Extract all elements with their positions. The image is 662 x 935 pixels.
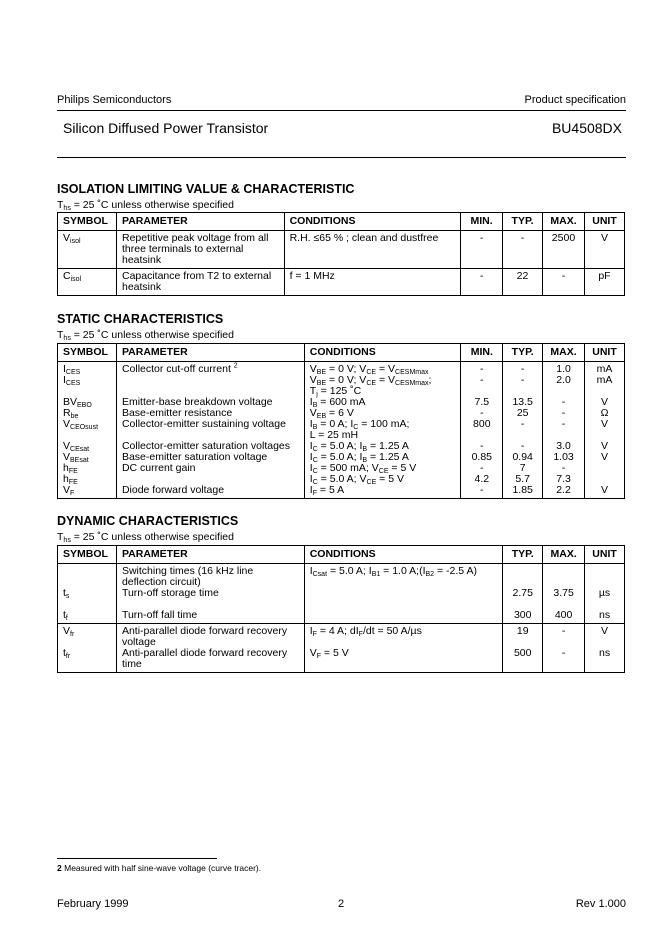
cell-line: Collector-emitter sustaining voltage [121, 418, 286, 430]
cell-line: Base-emitter saturation voltage [121, 451, 268, 463]
cell-line: $V_F = 5$ V [309, 647, 349, 660]
cell-line: $V_{EB} = 6$ V [309, 407, 354, 420]
cell-line: 3.0 [556, 440, 571, 452]
cell-line: - [561, 462, 566, 474]
cell-line: 25 [516, 407, 529, 419]
cell-line: $h_{FE}$ [63, 473, 78, 486]
cell-line [122, 375, 299, 386]
footer-date: February 1999 [57, 898, 129, 910]
dynamic-table [57, 545, 625, 673]
cell-line: V [601, 484, 609, 496]
cell-line: Switching times (16 kHz line [121, 565, 254, 577]
cell-line [310, 577, 498, 588]
document-type: Product specification [524, 94, 626, 106]
footer-page-number: 2 [338, 898, 345, 910]
cell-line: V [601, 625, 609, 637]
cell-line: $I_C = 500$ mA; $V_{CE} = 5$ V [309, 462, 417, 475]
cell-line: Anti-parallel diode forward recovery [121, 647, 288, 659]
unit-cell: pF [584, 269, 624, 296]
cell-line [548, 566, 579, 577]
cell-line: - [480, 407, 484, 419]
cell-line: $BV_{EBO}$ [63, 396, 92, 409]
typ-column [503, 564, 543, 624]
cell-line: - [480, 374, 484, 386]
conditions-column [304, 624, 503, 673]
parameter-column [116, 624, 304, 673]
company-name: Philips Semiconductors [57, 94, 172, 106]
cell-line: 1.85 [512, 484, 533, 496]
parameter-column [116, 362, 304, 499]
footnote-rule [57, 858, 217, 859]
cell-line: $t_f$ [63, 609, 68, 622]
cell-line: - [520, 363, 525, 375]
symbol-column [58, 624, 117, 673]
cell-line: $I_{Csat} = 5.0$ A; $I_{B1} = 1.0$ $A;(I_{B2} = -2.5$ A) [309, 565, 477, 578]
cell-line: - [561, 625, 566, 637]
cell-line: 2.0 [556, 374, 571, 386]
min-column [461, 362, 503, 499]
cell-line: $V_{BEsat}$ [63, 451, 89, 464]
conditions-column [304, 564, 503, 624]
column-header: CONDITIONS [284, 213, 461, 231]
static-section-subtitle: $T_{hs} = 25$ ˚C unless otherwise specified [57, 329, 234, 342]
unit-cell: V [584, 231, 624, 269]
table-row [58, 362, 625, 499]
column-header: SYMBOL [58, 213, 117, 231]
cell-line [590, 659, 619, 670]
cell-line: $I_C = 5.0$ A; $I_B = 1.25$ A [309, 451, 409, 464]
column-header: PARAMETER [116, 344, 304, 362]
cell-line: - [480, 462, 484, 474]
cell-line: ns [598, 609, 611, 621]
typ-column [503, 362, 543, 499]
cell-line: $T_j = 125$ ˚C [309, 385, 362, 398]
cell-line: 19 [516, 625, 529, 637]
column-header: PARAMETER [116, 546, 304, 564]
cell-line: 400 [554, 609, 573, 621]
cell-line: $I_C = 5.0$ A; $I_B = 1.25$ A [309, 440, 409, 453]
table-header-row [58, 213, 625, 231]
cell-line: $V_{CEOsust}$ [63, 418, 99, 431]
footnote [57, 863, 261, 873]
column-header: UNIT [585, 546, 625, 564]
cell-line: 5.7 [515, 473, 530, 485]
table-header-row [58, 344, 625, 362]
header-rule [57, 110, 626, 111]
cell-line: $I_F = 5$ A [309, 484, 345, 497]
column-header: MIN. [461, 213, 503, 231]
table-row [58, 564, 625, 624]
max-column [543, 362, 585, 499]
conditions-column [304, 362, 461, 499]
symbol-column [58, 362, 117, 499]
cell-line: L = 25 mH [309, 429, 359, 441]
cell-line: 4.2 [474, 473, 490, 485]
cell-line: DC current gain [121, 462, 196, 474]
table-row [58, 231, 625, 269]
cell-line: - [480, 363, 484, 375]
part-number: BU4508DX [551, 120, 622, 136]
cell-line: ns [598, 647, 611, 659]
product-title: Silicon Diffused Power Transistor [63, 120, 269, 136]
table-row [58, 624, 625, 673]
column-header: CONDITIONS [304, 546, 503, 564]
cell-line: 500 [513, 647, 532, 659]
cell-line [310, 588, 498, 599]
cell-line: 1.03 [553, 451, 574, 463]
isolation-table [57, 212, 625, 296]
typ-cell: - [503, 231, 543, 269]
cell-line [310, 659, 498, 670]
cell-line [508, 659, 537, 670]
cell-line: $V_{BE} = 0$ V; $V_{CE} = V_{CESMmax}$; [309, 374, 432, 387]
cell-line: µs [598, 587, 611, 599]
cell-line: 2.2 [556, 484, 571, 496]
cell-line: - [480, 440, 484, 452]
cell-line: V [601, 396, 609, 408]
typ-cell: 22 [503, 269, 543, 296]
cell-line: V [601, 440, 609, 452]
cell-line [63, 430, 111, 441]
cell-line [63, 577, 111, 588]
symbol-cell: $C_{isol}$ [58, 269, 117, 296]
dynamic-section-title: DYNAMIC CHARACTERISTICS [57, 514, 239, 528]
cell-line: $h_{FE}$ [63, 462, 78, 475]
footnote-text: Measured with half sine-wave voltage (curve tracer). [64, 863, 262, 873]
title-rule [57, 157, 626, 158]
cell-line: $I_C = 5.0$ A; $V_{CE} = 5$ V [309, 473, 404, 486]
cell-line: - [561, 407, 566, 419]
column-header: MAX. [543, 546, 585, 564]
cell-line: - [520, 440, 525, 452]
cell-line: $I_B = 600$ mA [309, 396, 366, 409]
max-column [543, 624, 585, 673]
cell-line: $R_{be}$ [63, 407, 79, 420]
cell-line: $I_{CES}$ [63, 363, 81, 376]
table-header-row [58, 546, 625, 564]
column-header: TYP. [503, 213, 543, 231]
isolation-section-title: ISOLATION LIMITING VALUE & CHARACTERISTIC [57, 182, 355, 196]
cell-line: $t_s$ [63, 587, 70, 600]
min-cell: - [461, 269, 503, 296]
cell-line: 7.5 [474, 396, 490, 408]
cell-line: $I_B = 0$ A; $I_C = 100$ mA; [309, 418, 410, 431]
cell-line: 0.94 [512, 451, 533, 463]
max-column [543, 564, 585, 624]
cell-line: - [520, 374, 525, 386]
column-header: TYP. [503, 546, 543, 564]
cell-line [590, 566, 619, 577]
cell-line: Anti-parallel diode forward recovery [121, 625, 288, 637]
cell-line: 2.75 [512, 587, 533, 599]
conditions-cell: R.H. ≤65 % ; clean and dustfree [284, 231, 461, 269]
cell-line: - [520, 418, 525, 430]
parameter-column [116, 564, 304, 624]
typ-column [503, 624, 543, 673]
column-header: UNIT [585, 344, 625, 362]
cell-line: mA [596, 363, 613, 375]
footer-revision: Rev 1.000 [575, 898, 626, 910]
min-cell: - [461, 231, 503, 269]
unit-column [585, 362, 625, 499]
cell-line: - [561, 647, 566, 659]
cell-line: 3.75 [553, 587, 574, 599]
symbol-cell: $V_{isol}$ [58, 231, 117, 269]
cell-line: voltage [121, 636, 156, 648]
column-header: UNIT [584, 213, 624, 231]
column-header: PARAMETER [116, 213, 284, 231]
max-cell: 2500 [543, 231, 585, 269]
column-header: MAX. [543, 344, 585, 362]
max-cell: - [543, 269, 585, 296]
cell-line: $V_{fr}$ [63, 625, 75, 638]
cell-line: 1.0 [556, 363, 571, 375]
cell-line [63, 566, 111, 577]
unit-column [585, 624, 625, 673]
cell-line: $V_{BE} = 0$ V; $V_{CE} = V_{CESMmax}$ [309, 363, 429, 376]
cell-line: V [601, 418, 609, 430]
unit-column [585, 564, 625, 624]
static-section-title: STATIC CHARACTERISTICS [57, 312, 224, 326]
conditions-cell: f = 1 MHz [284, 269, 461, 296]
parameter-cell: Repetitive peak voltage from all three terminals to external heatsink [116, 231, 284, 269]
cell-line: $V_{CEsat}$ [63, 440, 90, 453]
cell-line: Turn-off fall time [121, 609, 198, 621]
cell-line: Collector cut-off current $^2$ [121, 362, 238, 375]
cell-line [590, 463, 619, 474]
static-table [57, 343, 625, 499]
cell-line: time [121, 658, 142, 670]
cell-line: - [561, 418, 566, 430]
column-header: CONDITIONS [304, 344, 461, 362]
cell-line: $I_F = 4$ A; $dI_F/dt = 50$ A/µs [309, 625, 422, 638]
symbol-column [58, 564, 117, 624]
cell-line: 300 [513, 609, 532, 621]
cell-line: - [561, 396, 566, 408]
cell-line: 800 [473, 418, 491, 430]
cell-line: 0.85 [471, 451, 493, 463]
cell-line: Base-emitter resistance [121, 407, 233, 419]
column-header: SYMBOL [58, 546, 117, 564]
cell-line [508, 566, 537, 577]
cell-line: Diode forward voltage [121, 484, 225, 496]
cell-line: Collector-emitter saturation voltages [121, 440, 291, 452]
cell-line: Emitter-base breakdown voltage [121, 396, 273, 408]
cell-line: $V_F$ [63, 484, 75, 497]
dynamic-section-subtitle: $T_{hs} = 25$ ˚C unless otherwise specified [57, 531, 234, 544]
cell-line: 7.3 [556, 473, 571, 485]
cell-line: $t_{fr}$ [63, 647, 71, 660]
isolation-section-subtitle: $T_{hs} = 25$ ˚C unless otherwise specified [57, 199, 234, 212]
cell-line [63, 659, 111, 670]
cell-line [548, 659, 579, 670]
cell-line: $I_{CES}$ [63, 374, 81, 387]
cell-line: Turn-off storage time [121, 587, 219, 599]
table-row [58, 269, 625, 296]
cell-line: 13.5 [512, 396, 533, 408]
parameter-cell: Capacitance from T2 to external heatsink [116, 269, 284, 296]
cell-line: mA [596, 374, 613, 386]
cell-line [310, 610, 498, 621]
cell-line [63, 637, 111, 648]
cell-line [310, 599, 498, 610]
cell-line: V [601, 451, 609, 463]
column-header: TYP. [503, 344, 543, 362]
column-header: SYMBOL [58, 344, 117, 362]
column-header: MIN. [461, 344, 503, 362]
column-header: MAX. [543, 213, 585, 231]
cell-line: deflection circuit) [121, 576, 201, 588]
cell-line [63, 599, 111, 610]
cell-line: Ω [600, 407, 609, 419]
footnote-number: 2 [57, 863, 62, 873]
cell-line: - [480, 484, 484, 496]
cell-line: 7 [519, 462, 526, 474]
